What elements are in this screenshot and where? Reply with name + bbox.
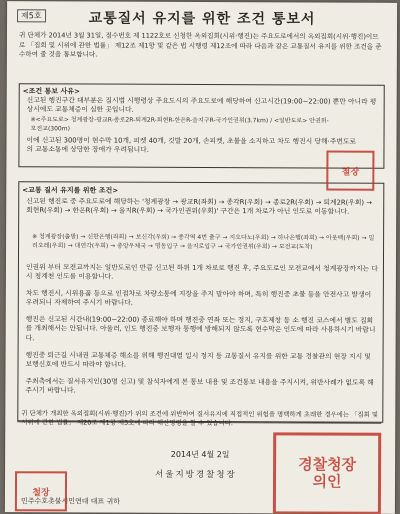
reason-text: 신고된 행진구간 대부분은 집시법 시행령상 주요도시의 주요도로에 해당하여 신고시간(19:00~22:00) 뿐만 아니라 평상시에도 교통체증이 심한 곳입니다. [26,96,377,115]
condition-5: 행진중 퇴근길 시내권 교통체증 해소를 위해 행진대열 일시 정지 등 교통질서 유지를 위한 교통 경찰관의 현장 지시 및 보행신호에 반드시 따라야 합니다. [25,351,374,370]
official-seal-chief: 경찰청장의인 [273,432,381,514]
document-title: 교통질서 유지를 위한 조건 통보서 [88,10,316,28]
conditions-heading: <교통 질서 유지를 위한 조건> [22,186,119,195]
form-number: 제5호 [17,9,46,22]
recipient: 민주수호촛불시민연대 대표 귀하 [20,497,121,506]
reason-heading: <조건 통보 사유> [22,87,80,96]
issuer-name: 서울지방경찰청장 [155,469,237,481]
intro-paragraph: 귀 단체가 2014년 3월 31일, 접수번호 제 1122호로 신청한 옥외집회(시위·행진)는 주요도로에서의 옥외집회(시위·행진)이므로 「집회 및 시위에 관한 법률」 제12조 제1항 및 같은 법 시행령 제12조에 따라 다음과 같은 교통질서 유지를 위한 조건을 준수하여 줄 것을 통보합니다. [18,31,382,59]
official-seal-left: 철장 [15,471,67,511]
condition-2: 인권위 부터 모전교까지는 일반도로인 만큼 신고된 하위 1개 차로로 행진 후, 주요도로인 모전교에서 청계광장까지는 다시 청계천 인도를 이용합니다. [25,263,378,282]
condition-3: 차도 행진시, 시위용품 등으로 인접차로 차량소통에 지장을 주지 말아야 하며, 특히 행진중 초불 등을 안전사고 발생이 우려되니 자제하여 주시기 바랍니다. [25,289,374,308]
route-note: ※<주요도로> 청계광장-광교R-종로2R-퇴계2R-회현R-한은R-을지구R-국가인권위(3.7km) / <일반도로> 안권위-모전교(300m) [30,116,329,133]
reason-text-2: 이에 신고된 300명이 현수막 10개, 피켓 40개, 깃발 20개, 손피켓, 초불을 소지하고 차도 행진시 당해·주변도로의 교통소통에 상당한 장애가 우려됩니다. [26,136,356,155]
condition-4: 행진은 신고된 시간내(19:00~22:00) 종료해야 하며 행진중 연좌 또는 정지, 구호제창 등 소 행진 코스에서 별도 집회를 개최해서는 안됩니다. 아울러, 인도 행진중 보행자 통행에 방해되지 않도록 현수막은 인도에 따라 사용하시기 바랍니다. [25,315,376,343]
notice-document [5,1,397,514]
condition-1-route: ※ 청계광장(출발) → 신한은행(좌회) → 보신각(우회) → 종각역 4번 출구 → 지오다노(우회) → 하나은행(좌회) → 아웃백(우회) → 밀리오레(우회) → 대연각(우회) → 중앙우체국 → 명동입구 → 을지로입구 → 국가인권위(우회) → 모전교(도착) [32,233,375,251]
closing-paragraph: 귀 단체가 개최한 옥외집회(시위·행진)가 위의 조건에 위반하여 질서유지에 직접적인 위험을 명백하게 초래한 경우에는 「집회 및 시위에 관한 법률」 제20조 제1항 제3호에 따라 해산명령을 할 수 있습니다. [21,409,381,428]
official-seal-middle: 철장 [326,151,374,191]
issue-date: 2014년 4월 2일 [170,449,230,460]
condition-6: 주최측에서는 질서유지인(30명 신고) 및 참석자에게 본 통보 내용 및 조건통보 내용을 주지시켜, 위반사례가 없도록 해 주시기 바랍니다. [25,377,377,395]
condition-1: 신고된 행진로 중 주요도로에 해당하는 '청계광장 → 광교R(좌회) → 종각R(우회) → 종로2R(우회) → 퇴계2R(우회) → 회현R(우회) → 한은R(우회) → 을지R(우회) → 국가인권위(우회)' 구간은 1개 차로가 아닌 인도로 이동합니다. [26,197,375,217]
